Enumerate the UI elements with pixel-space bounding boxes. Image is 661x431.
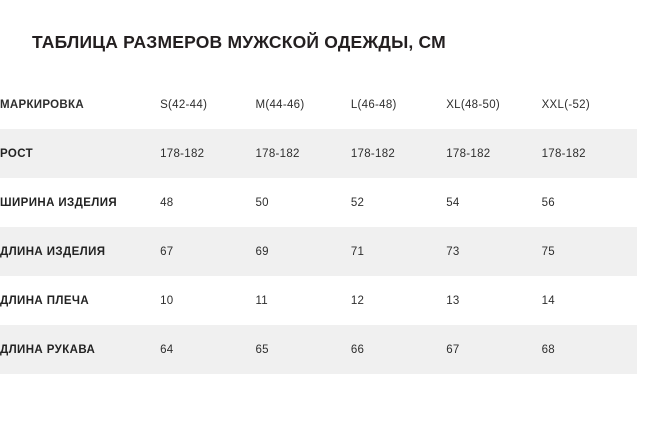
row-value-cell: 64 — [160, 325, 255, 374]
row-value-cell: 67 — [446, 325, 541, 374]
column-header-size-l: L(46-48) — [351, 80, 446, 129]
row-value-cell: 13 — [446, 276, 541, 325]
column-header-label: МАРКИРОВКА — [0, 98, 84, 111]
size-table-container — [0, 80, 661, 374]
row-label-cell — [0, 325, 160, 374]
row-value-cell: 52 — [351, 178, 446, 227]
row-value-cell: 69 — [255, 227, 350, 276]
page-title: ТАБЛИЦА РАЗМЕРОВ МУЖСКОЙ ОДЕЖДЫ, СМ — [32, 32, 446, 52]
row-value-cell: 56 — [542, 178, 637, 227]
row-label-cell — [0, 178, 160, 227]
row-label: ДЛИНА ИЗДЕЛИЯ — [0, 245, 106, 258]
row-value-cell: 50 — [255, 178, 350, 227]
row-value-cell: 178-182 — [255, 129, 350, 178]
row-label-cell — [0, 276, 160, 325]
column-header-size-xxl: XXL(-52) — [542, 80, 637, 129]
column-header-size-s: S(42-44) — [160, 80, 255, 129]
row-value-cell: 178-182 — [542, 129, 637, 178]
table-row — [0, 227, 637, 276]
row-value-cell: 10 — [160, 276, 255, 325]
row-value-cell: 68 — [542, 325, 637, 374]
row-label: РОСТ — [0, 147, 34, 160]
column-header-size-m: M(44-46) — [255, 80, 350, 129]
row-value-cell: 67 — [160, 227, 255, 276]
row-value-cell: 71 — [351, 227, 446, 276]
row-value-cell: 178-182 — [160, 129, 255, 178]
table-row — [0, 129, 637, 178]
row-value-cell: 73 — [446, 227, 541, 276]
row-value-cell: 65 — [255, 325, 350, 374]
row-value-cell: 66 — [351, 325, 446, 374]
row-value-cell: 11 — [255, 276, 350, 325]
row-value-cell: 178-182 — [446, 129, 541, 178]
table-row — [0, 178, 637, 227]
row-value-cell: 178-182 — [351, 129, 446, 178]
table-row — [0, 325, 637, 374]
row-value-cell: 54 — [446, 178, 541, 227]
row-label: ДЛИНА ПЛЕЧА — [0, 294, 90, 307]
row-label-cell — [0, 227, 160, 276]
row-label: ДЛИНА РУКАВА — [0, 343, 96, 356]
row-value-cell: 75 — [542, 227, 637, 276]
row-label: ШИРИНА ИЗДЕЛИЯ — [0, 196, 118, 209]
table-header-row — [0, 80, 637, 129]
row-value-cell: 12 — [351, 276, 446, 325]
row-value-cell: 48 — [160, 178, 255, 227]
column-header-size-xl: XL(48-50) — [446, 80, 541, 129]
row-value-cell: 14 — [542, 276, 637, 325]
column-header-marking — [0, 80, 160, 129]
table-row — [0, 276, 637, 325]
size-table — [0, 80, 637, 374]
row-label-cell — [0, 129, 160, 178]
